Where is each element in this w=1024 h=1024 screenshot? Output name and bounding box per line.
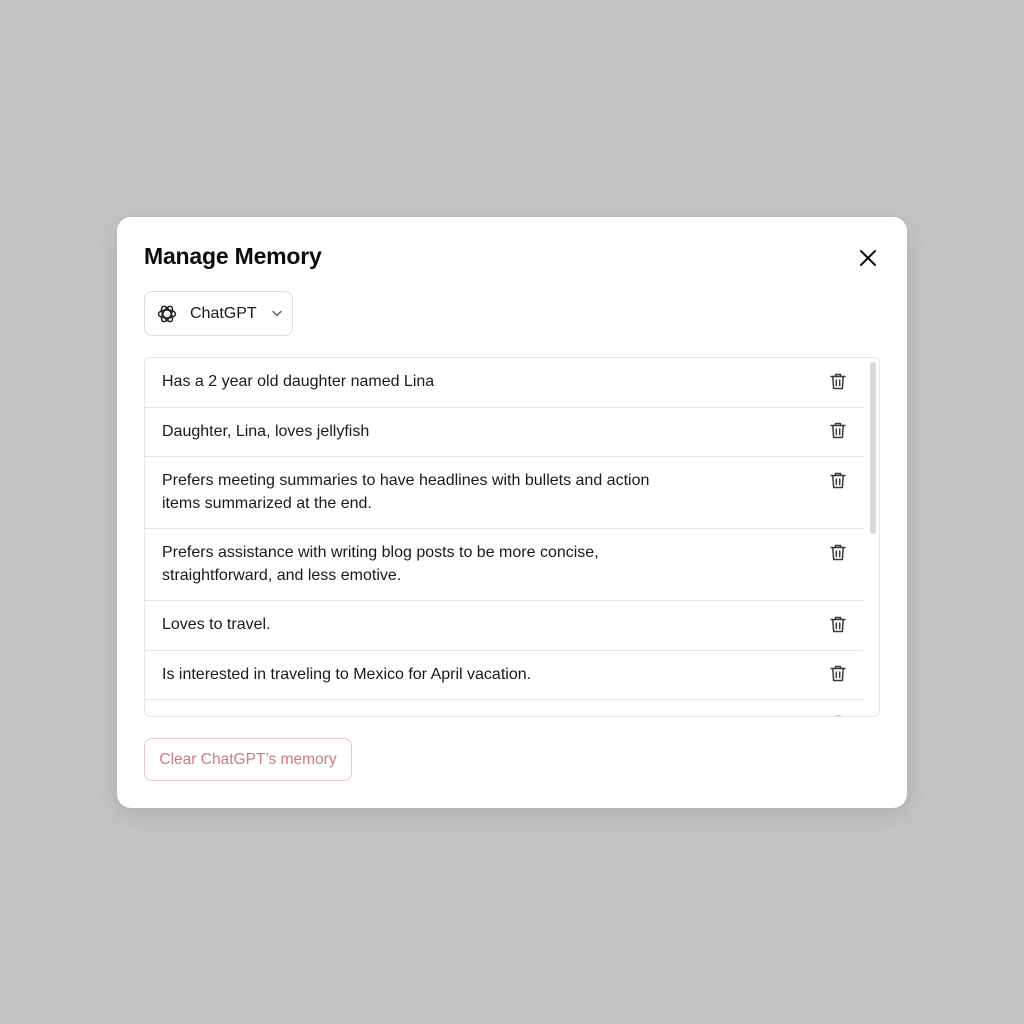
manage-memory-dialog — [117, 217, 907, 808]
trash-icon — [829, 421, 847, 440]
delete-memory-button[interactable] — [828, 542, 848, 562]
memory-item — [145, 457, 863, 529]
memory-item-text: Prefers assistance with writing blog posts to be more concise, straightforward, and less emotive. — [162, 544, 599, 584]
trash-icon — [829, 615, 847, 634]
openai-logo-icon — [156, 303, 178, 325]
close-icon — [859, 249, 877, 267]
model-selector-dropdown[interactable] — [144, 291, 293, 336]
trash-icon — [829, 471, 847, 490]
memory-item-text: Is interested in traveling to Mexico for April vacation. — [162, 665, 532, 683]
trash-icon — [829, 714, 847, 718]
delete-memory-button[interactable] — [828, 470, 848, 490]
trash-icon — [829, 543, 847, 562]
model-selector-label: ChatGPT — [190, 304, 257, 322]
dialog-title: Manage Memory — [144, 243, 322, 269]
delete-memory-button[interactable] — [828, 421, 848, 441]
scrollbar-thumb[interactable] — [870, 362, 876, 534]
memory-item — [145, 408, 863, 458]
trash-icon — [829, 372, 847, 391]
chevron-down-icon — [271, 308, 283, 320]
memory-list[interactable] — [144, 357, 880, 717]
memory-item — [145, 529, 863, 601]
clear-memory-button[interactable]: Clear ChatGPT’s memory — [144, 738, 352, 781]
delete-memory-button[interactable] — [828, 371, 848, 391]
close-button[interactable] — [855, 245, 881, 271]
memory-item — [145, 601, 863, 651]
delete-memory-button[interactable] — [828, 713, 848, 717]
delete-memory-button[interactable] — [828, 614, 848, 634]
memory-item — [145, 651, 863, 701]
memory-rows — [145, 358, 863, 717]
scrollbar[interactable] — [869, 362, 877, 714]
delete-memory-button[interactable] — [828, 664, 848, 684]
memory-item — [145, 700, 863, 717]
memory-item-text: Prefers meeting summaries to have headlines with bullets and action items summarized at the end. — [162, 472, 650, 512]
trash-icon — [829, 664, 847, 683]
memory-item-text: Has a 2 year old daughter named Lina — [162, 373, 435, 390]
memory-item-text: Loves to travel. — [162, 616, 271, 633]
memory-item-text: Daughter, Lina, loves jellyfish — [162, 422, 370, 440]
memory-item — [145, 358, 863, 408]
